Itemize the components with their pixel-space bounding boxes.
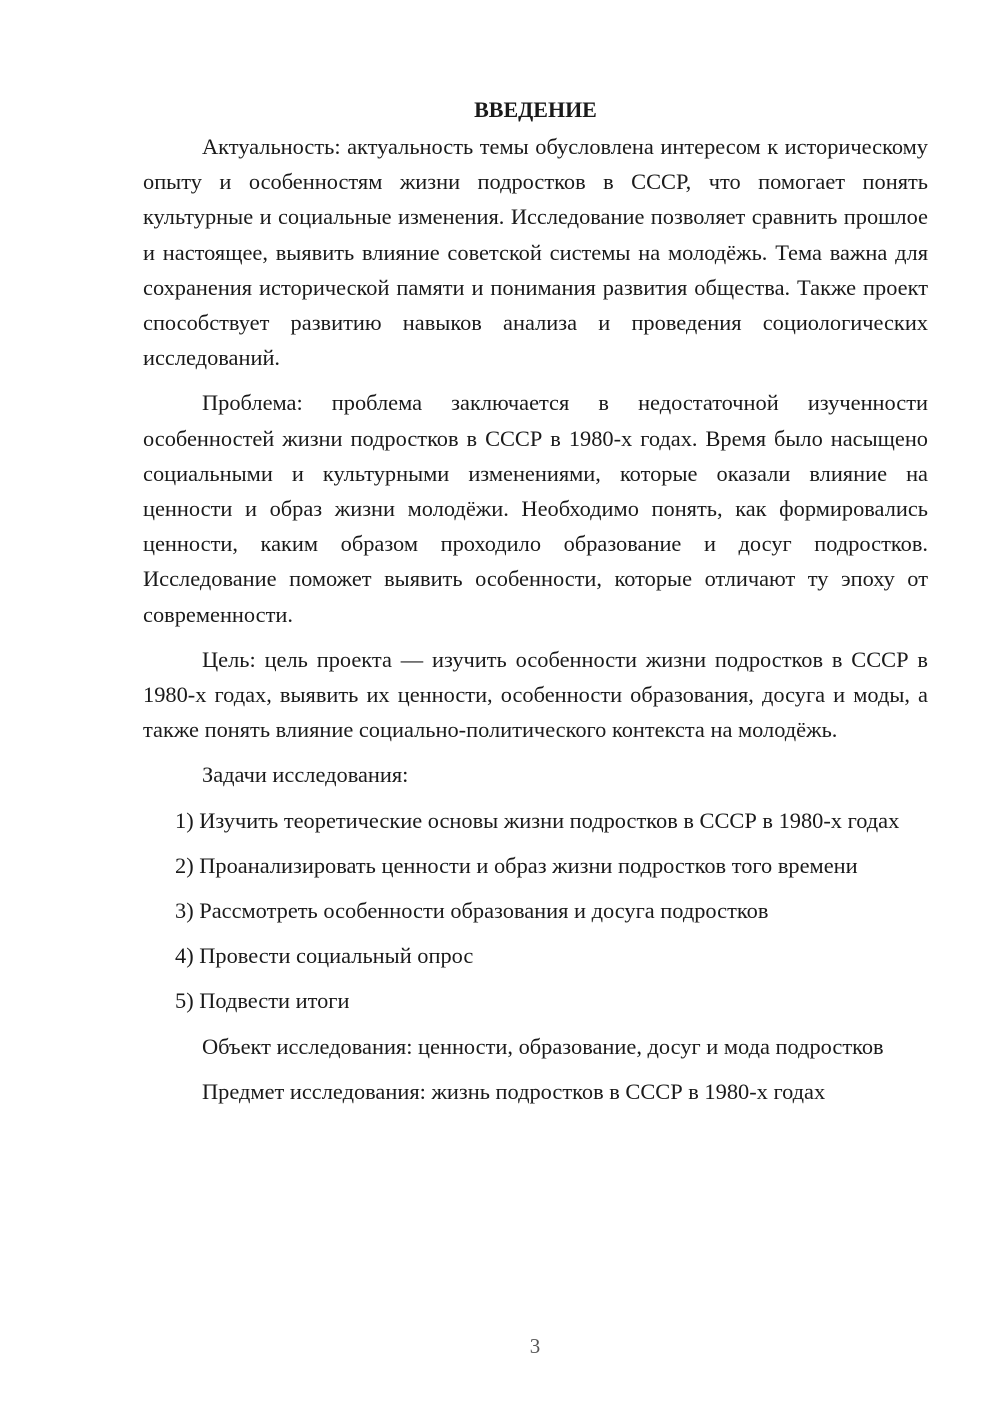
task-item-1: 1) Изучить теоретические основы жизни подростков в СССР в 1980‑х годах [175, 807, 900, 833]
goal-paragraph: Цель: цель проекта — изучить особенности жизни подростков в СССР в 1980‑х годах, выявить их ценности, особенности образования, досуга и моды, а также понять влияние социально-политического контекста на молодёжь. [143, 646, 928, 743]
relevance-paragraph: Актуальность: актуальность темы обусловлена интересом к историческому опыту и особенностям жизни подростков в СССР, что помогает понять культурные и социальные изменения. Исследование позволяет сравнить прошлое и настоящее, выявить влияние советской системы на молодёжь. Тема важна для сохранения исторической памяти и понимания развития общества. Также проект способствует развитию навыков анализа и проведения социологических исследований. [143, 134, 928, 371]
task-item-5: 5) Подвести итоги [175, 988, 350, 1014]
task-item-4: 4) Провести социальный опрос [175, 943, 474, 969]
page-title: ВВЕДЕНИЕ [474, 97, 597, 122]
task-item-2: 2) Проанализировать ценности и образ жизни подростков того времени [175, 852, 858, 878]
subject-paragraph: Предмет исследования: жизнь подростков в СССР в 1980‑х годах [202, 1078, 826, 1104]
page-number: 3 [529, 1334, 541, 1358]
document-page [143, 95, 928, 1119]
problem-paragraph: Проблема: проблема заключается в недостаточной изученности особенностей жизни подростков в СССР в 1980‑х годах. Время было насыщено социальными и культурными изменениями, которые оказали влияние на ценности и образ жизни молодёжи. Необходимо понять, как формировались ценности, каким образом проходило образование и досуг подростков. Исследование поможет выявить особенности, которые отличают ту эпоху от современности. [143, 390, 928, 627]
tasks-heading: Задачи исследования: [202, 762, 409, 788]
object-paragraph: Объект исследования: ценности, образование, досуг и мода подростков [202, 1033, 884, 1059]
task-item-3: 3) Рассмотреть особенности образования и досуга подростков [175, 898, 769, 924]
